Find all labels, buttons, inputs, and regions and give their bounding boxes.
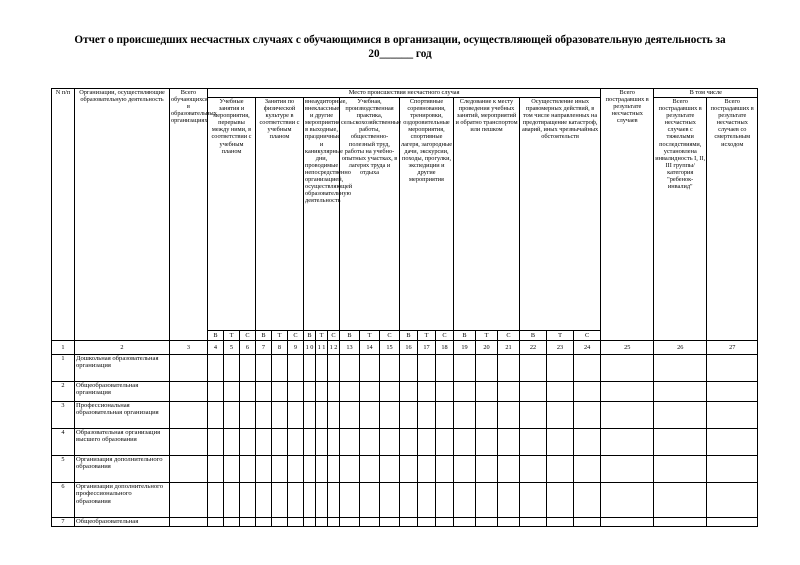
colnum: 27 bbox=[707, 341, 758, 355]
sub-s: С bbox=[328, 331, 340, 341]
table-row bbox=[52, 382, 758, 402]
row-number: 4 bbox=[52, 429, 75, 456]
colnum: 13 bbox=[340, 341, 360, 355]
table-row bbox=[52, 456, 758, 483]
sub-t: Т bbox=[224, 331, 240, 341]
sub-s: С bbox=[288, 331, 304, 341]
sub-t: Т bbox=[418, 331, 436, 341]
title-line-2: 20______ год bbox=[368, 48, 432, 60]
colnum: 7 bbox=[256, 341, 272, 355]
header-place-practice: Учебная, производственная практика, сельскохозяйственные работы, общественно-полезный труд, работы на учебно-опытных участках, в лагерях труда и отдыха bbox=[340, 98, 400, 331]
table-row bbox=[52, 355, 758, 382]
colnum: 22 bbox=[520, 341, 547, 355]
colnum: 20 bbox=[476, 341, 498, 355]
title-line-1: Отчет о происшедших несчастных случаях с обучающимися в организации, осуществляющей образовательную деятельность за bbox=[74, 34, 726, 46]
report-table bbox=[51, 88, 758, 527]
colnum: 5 bbox=[224, 341, 240, 355]
column-number-row bbox=[52, 341, 758, 355]
colnum: 15 bbox=[380, 341, 400, 355]
sub-t: Т bbox=[476, 331, 498, 341]
row-number: 1 bbox=[52, 355, 75, 382]
colnum: 1 0 bbox=[304, 341, 316, 355]
colnum: 14 bbox=[360, 341, 380, 355]
sub-s: С bbox=[380, 331, 400, 341]
row-org: Организация дополнительного образования bbox=[75, 456, 170, 483]
header-total-cases: Всего пострадавших в результате несчастных случаев bbox=[601, 89, 654, 341]
header-place: Место происшествия несчастного случая bbox=[208, 89, 601, 98]
table-row bbox=[52, 518, 758, 527]
sub-t: Т bbox=[272, 331, 288, 341]
header-place-sports: Спортивные соревнования, тренировки, оздоровительные мероприятия, спортивные лагеря, загородные дачи, экскурсии, походы, прогулки, экспедиции и другие мероприятия bbox=[400, 98, 454, 331]
sub-v: В bbox=[454, 331, 476, 341]
row-org: Общеобразовательная организация bbox=[75, 382, 170, 402]
colnum: 24 bbox=[574, 341, 601, 355]
header-total-students: Всего обучающихся в образовательных организациях bbox=[170, 89, 208, 341]
colnum: 17 bbox=[418, 341, 436, 355]
header-place-pe: Занятия по физической культуре в соответствии с учебным планом bbox=[256, 98, 304, 331]
header-place-other: Осуществление иных правомерных действий, в том числе направленных на предотвращение катастроф, аварий, иных чрезвычайных обстоятельств bbox=[520, 98, 601, 331]
sub-s: С bbox=[240, 331, 256, 341]
row-org: Дошкольная образовательная организация bbox=[75, 355, 170, 382]
sub-s: С bbox=[574, 331, 601, 341]
row-number: 3 bbox=[52, 402, 75, 429]
colnum: 18 bbox=[436, 341, 454, 355]
row-org: Профессиональная образовательная организация bbox=[75, 402, 170, 429]
header-disabled: Всего пострадавших в результате несчастных случаев с тяжелыми последствиями, установлена инвалидность I, II, III группы/категория "ребенок-инвалид" bbox=[654, 98, 707, 341]
header-deaths: Всего пострадавших в результате несчастных случаев со смертельным исходом bbox=[707, 98, 758, 341]
sub-s: С bbox=[436, 331, 454, 341]
row-number: 5 bbox=[52, 456, 75, 483]
colnum: 6 bbox=[240, 341, 256, 355]
sub-v: В bbox=[340, 331, 360, 341]
colnum: 23 bbox=[547, 341, 574, 355]
sub-v: В bbox=[256, 331, 272, 341]
row-org: Общеобразовательная bbox=[75, 518, 170, 527]
table-row bbox=[52, 402, 758, 429]
table-row bbox=[52, 483, 758, 518]
sub-v: В bbox=[304, 331, 316, 341]
row-number: 2 bbox=[52, 382, 75, 402]
header-place-extracurricular: внеаудиторные, внеклассные и другие мероприятия в выходные, праздничные и каникулярные дни, проводимые непосредственно организацией, осуществляющей образовательную деятельность bbox=[304, 98, 340, 331]
sub-v: В bbox=[400, 331, 418, 341]
header-num: N п/п bbox=[52, 89, 75, 341]
table-row bbox=[52, 429, 758, 456]
sub-t: Т bbox=[547, 331, 574, 341]
colnum: 16 bbox=[400, 341, 418, 355]
row-org: Организации дополнительного профессионального образования bbox=[75, 483, 170, 518]
sub-t: Т bbox=[316, 331, 328, 341]
sub-v: В bbox=[520, 331, 547, 341]
colnum: 1 2 bbox=[328, 341, 340, 355]
header-place-travel: Следование к месту проведения учебных занятий, мероприятий и обратно транспортом или пешком bbox=[454, 98, 520, 331]
row-number: 6 bbox=[52, 483, 75, 518]
colnum: 1 bbox=[52, 341, 75, 355]
colnum: 4 bbox=[208, 341, 224, 355]
colnum: 9 bbox=[288, 341, 304, 355]
sub-t: Т bbox=[360, 331, 380, 341]
header-place-classes: Учебные занятия и мероприятия, перерывы между ними, в соответствии с учебным планом bbox=[208, 98, 256, 331]
sub-v: В bbox=[208, 331, 224, 341]
colnum: 26 bbox=[654, 341, 707, 355]
colnum: 2 bbox=[75, 341, 170, 355]
colnum: 19 bbox=[454, 341, 476, 355]
colnum: 25 bbox=[601, 341, 654, 355]
row-number: 7 bbox=[52, 518, 75, 527]
row-org: Образовательная организация высшего образования bbox=[75, 429, 170, 456]
colnum: 3 bbox=[170, 341, 208, 355]
colnum: 8 bbox=[272, 341, 288, 355]
colnum: 21 bbox=[498, 341, 520, 355]
colnum: 1 1 bbox=[316, 341, 328, 355]
header-incl: В том числе bbox=[654, 89, 758, 98]
report-title bbox=[40, 33, 760, 61]
sub-s: С bbox=[498, 331, 520, 341]
header-org: Организации, осуществляющие образовательную деятельность bbox=[75, 89, 170, 341]
